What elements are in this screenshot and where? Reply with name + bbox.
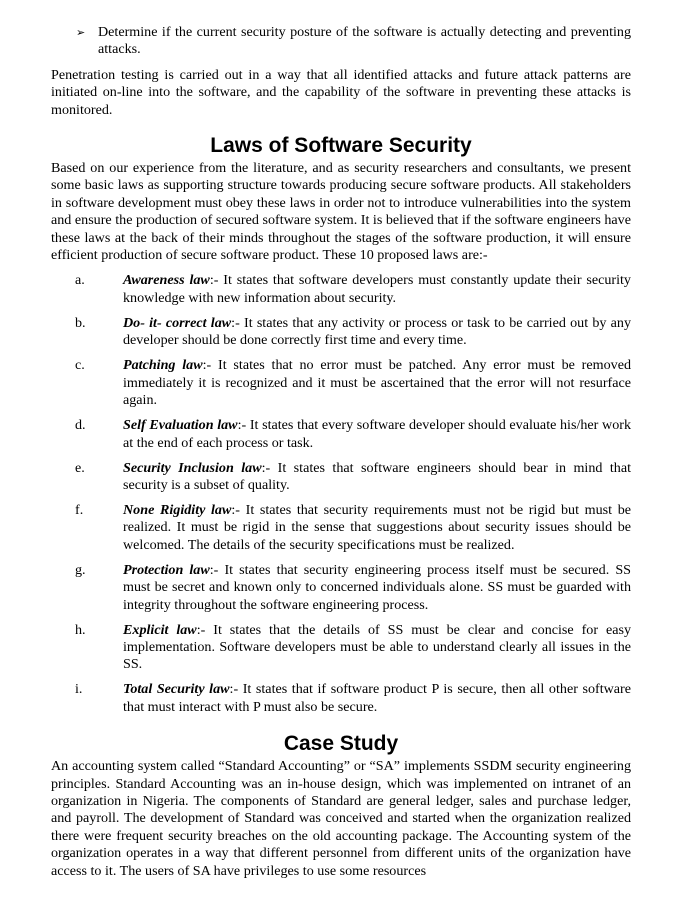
- law-separator: :-: [237, 417, 247, 434]
- law-text: It states that no error must be patched. Any error must be removed immediately it is recognized and it must be ascertained that the error will not resurface again.: [123, 357, 631, 409]
- law-term: Self Evaluation law: [123, 417, 238, 434]
- law-separator: :-: [261, 459, 271, 476]
- law-marker: h.: [75, 621, 86, 638]
- laws-intro-paragraph: Based on our experience from the literature, and as security researchers and consultants, we present some basic laws as supporting structure towards producing secure software products. All stakeholders in software development must obey these laws in order not to introduce vulnerabilities into the system and ensure the production of secured software system. It is believed that if the software engineers have these laws at the back of their minds throughout the stages of the software production, it will ensure efficient production of secure software product. These 10 proposed laws are:-: [51, 160, 631, 264]
- law-item: [51, 622, 631, 674]
- law-term: Patching law: [123, 357, 203, 374]
- law-marker: d.: [75, 417, 86, 434]
- law-marker: a.: [75, 272, 85, 289]
- law-item: [51, 417, 631, 452]
- laws-list: [51, 272, 631, 716]
- law-separator: :-: [231, 314, 240, 331]
- law-text: It states that any activity or process or task to be carried out by any developer should be done correctly first time and every time.: [123, 314, 632, 349]
- law-term: None Rigidity law: [123, 501, 232, 518]
- law-term: Total Security law: [123, 681, 230, 698]
- law-term: Explicit law: [123, 621, 197, 638]
- law-marker: e.: [75, 459, 85, 476]
- law-text: It states that if software product P is secure, then all other software that must interact with P must also be secure.: [123, 681, 631, 715]
- law-item: [51, 562, 631, 614]
- case-study-heading: Case Study: [283, 732, 399, 756]
- law-separator: :-: [229, 681, 239, 698]
- law-marker: b.: [75, 314, 86, 331]
- law-separator: :-: [202, 357, 212, 374]
- bullet-text: Determine if the current security posture of the software is actually detecting and preventing attacks.: [98, 24, 631, 58]
- law-separator: :-: [231, 501, 240, 518]
- law-separator: :-: [209, 561, 219, 578]
- law-item: [51, 315, 631, 350]
- law-term: Awareness law: [123, 272, 210, 289]
- intro-paragraph: Penetration testing is carried out in a way that all identified attacks and future attack patterns are initiated on-line into the software, and the capability of the software in preventing these attacks is monitored.: [51, 66, 631, 118]
- law-item: [51, 272, 631, 307]
- bullet-item: [51, 24, 631, 59]
- laws-heading: Laws of Software Security: [210, 134, 472, 158]
- law-marker: g.: [75, 561, 86, 578]
- law-text: It states that software developers must constantly update their security knowledge with new information about security.: [123, 272, 631, 306]
- document-page: [51, 0, 631, 880]
- law-item: [51, 357, 631, 409]
- law-term: Do- it- correct law: [123, 314, 232, 331]
- law-text: It states that security requirements must not be rigid but must be realized. It must be rigid in the sense that suggestions about security issues should be welcomed. The details of the security specifications must be realized.: [123, 501, 631, 553]
- law-term: Protection law: [123, 561, 210, 578]
- arrow-bullet-icon: ➢: [76, 26, 86, 39]
- law-marker: f.: [75, 501, 84, 518]
- law-separator: :-: [196, 621, 206, 638]
- law-text: It states that software engineers should bear in mind that security is a subset of quality.: [123, 459, 631, 493]
- law-text: It states that the details of SS must be clear and concise for easy implementation. Software developers must be able to understand clearly all issues in the SS.: [123, 621, 631, 673]
- law-marker: c.: [75, 357, 85, 374]
- case-study-paragraph: An accounting system called “Standard Accounting” or “SA” implements SSDM security engineering principles. Standard Accounting was an in-house design, which was implemented on intranet of an organization in Nigeria. The components of Standard are general ledger, sales and purchase ledger, and payroll. The development of Standard was conceived and started when the organization realized there were frequent security breaches on the old accounting package. The Accounting system of the organization operates in a way that different personnel from different units of the organization have access to it. The users of SA have privileges to use some resources: [51, 758, 631, 879]
- law-term: Security Inclusion law: [123, 459, 262, 476]
- law-separator: :-: [209, 272, 219, 289]
- law-text: It states that every software developer should evaluate his/her work at the end of each process or task.: [123, 417, 631, 451]
- law-item: [51, 681, 631, 716]
- law-text: It states that security engineering process itself must be secured. SS must be secret and known only to concerned individuals alone. SS must be guarded with integrity throughout the software engineering process.: [123, 561, 631, 613]
- law-item: [51, 460, 631, 495]
- law-marker: i.: [75, 681, 83, 698]
- law-item: [51, 502, 631, 554]
